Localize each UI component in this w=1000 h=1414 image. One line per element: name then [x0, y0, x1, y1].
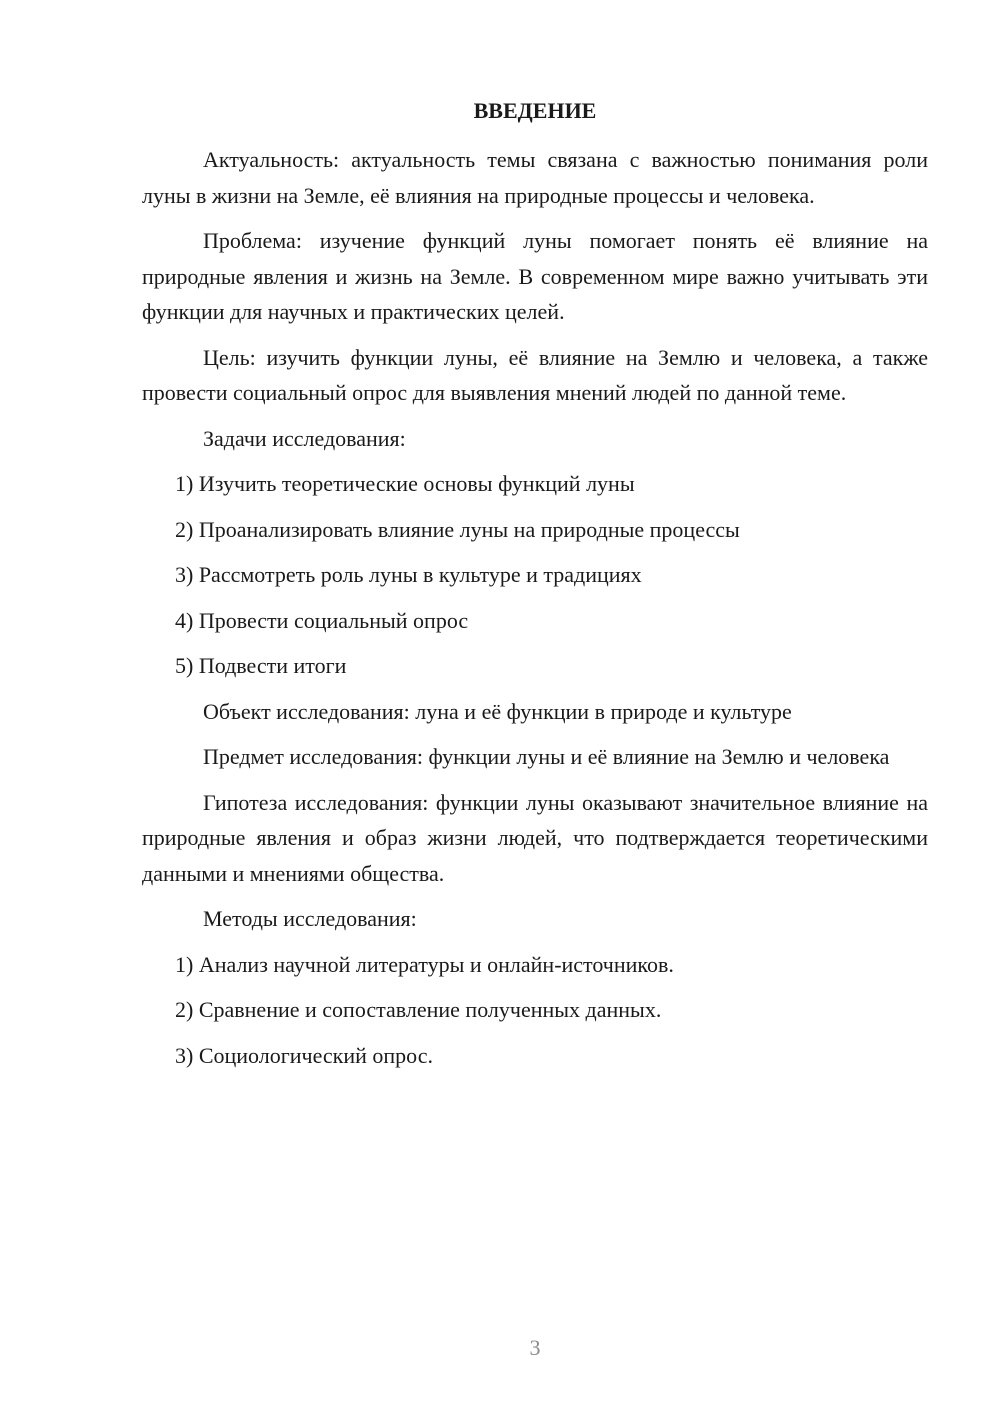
page-number: 3 — [529, 1335, 541, 1360]
task-item: 3) Рассмотреть роль луны в культуре и традициях — [175, 562, 642, 587]
section-title: ВВЕДЕНИЕ — [473, 98, 597, 123]
document-page — [142, 0, 928, 1414]
paragraph-goal: Цель: изучить функции луны, её влияние на Землю и человека, а также провести социальный опрос для выявления мнений людей по данной теме. — [142, 344, 928, 405]
task-item: 2) Проанализировать влияние луны на природные процессы — [175, 516, 740, 542]
task-item: 1) Изучить теоретические основы функций луны — [175, 471, 635, 496]
methods-heading: Методы исследования: — [203, 906, 417, 931]
task-item: 4) Провести социальный опрос — [175, 607, 469, 633]
method-item: 2) Сравнение и сопоставление полученных данных. — [175, 997, 662, 1022]
method-item: 1) Анализ научной литературы и онлайн-источников. — [175, 951, 674, 977]
method-item: 3) Социологический опрос. — [175, 1042, 433, 1068]
task-item: 5) Подвести итоги — [175, 653, 347, 678]
paragraph-hypothesis: Гипотеза исследования: функции луны оказывают значительное влияние на природные явления и образ жизни людей, что подтверждается теоретическими данными и мнениями общества. — [142, 789, 928, 886]
tasks-heading: Задачи исследования: — [203, 425, 406, 451]
paragraph-object: Объект исследования: луна и её функции в природе и культуре — [203, 698, 792, 724]
paragraph-subject: Предмет исследования: функции луны и её влияние на Землю и человека — [203, 744, 890, 769]
paragraph-relevance: Актуальность: актуальность темы связана с важностью понимания роли луны в жизни на Земле, её влияния на природные процессы и человека. — [142, 147, 928, 208]
document-body — [142, 142, 928, 1083]
paragraph-problem: Проблема: изучение функций луны помогает понять её влияние на природные явления и жизнь на Земле. В современном мире важно учитывать эти функции для научных и практических целей. — [142, 228, 928, 324]
